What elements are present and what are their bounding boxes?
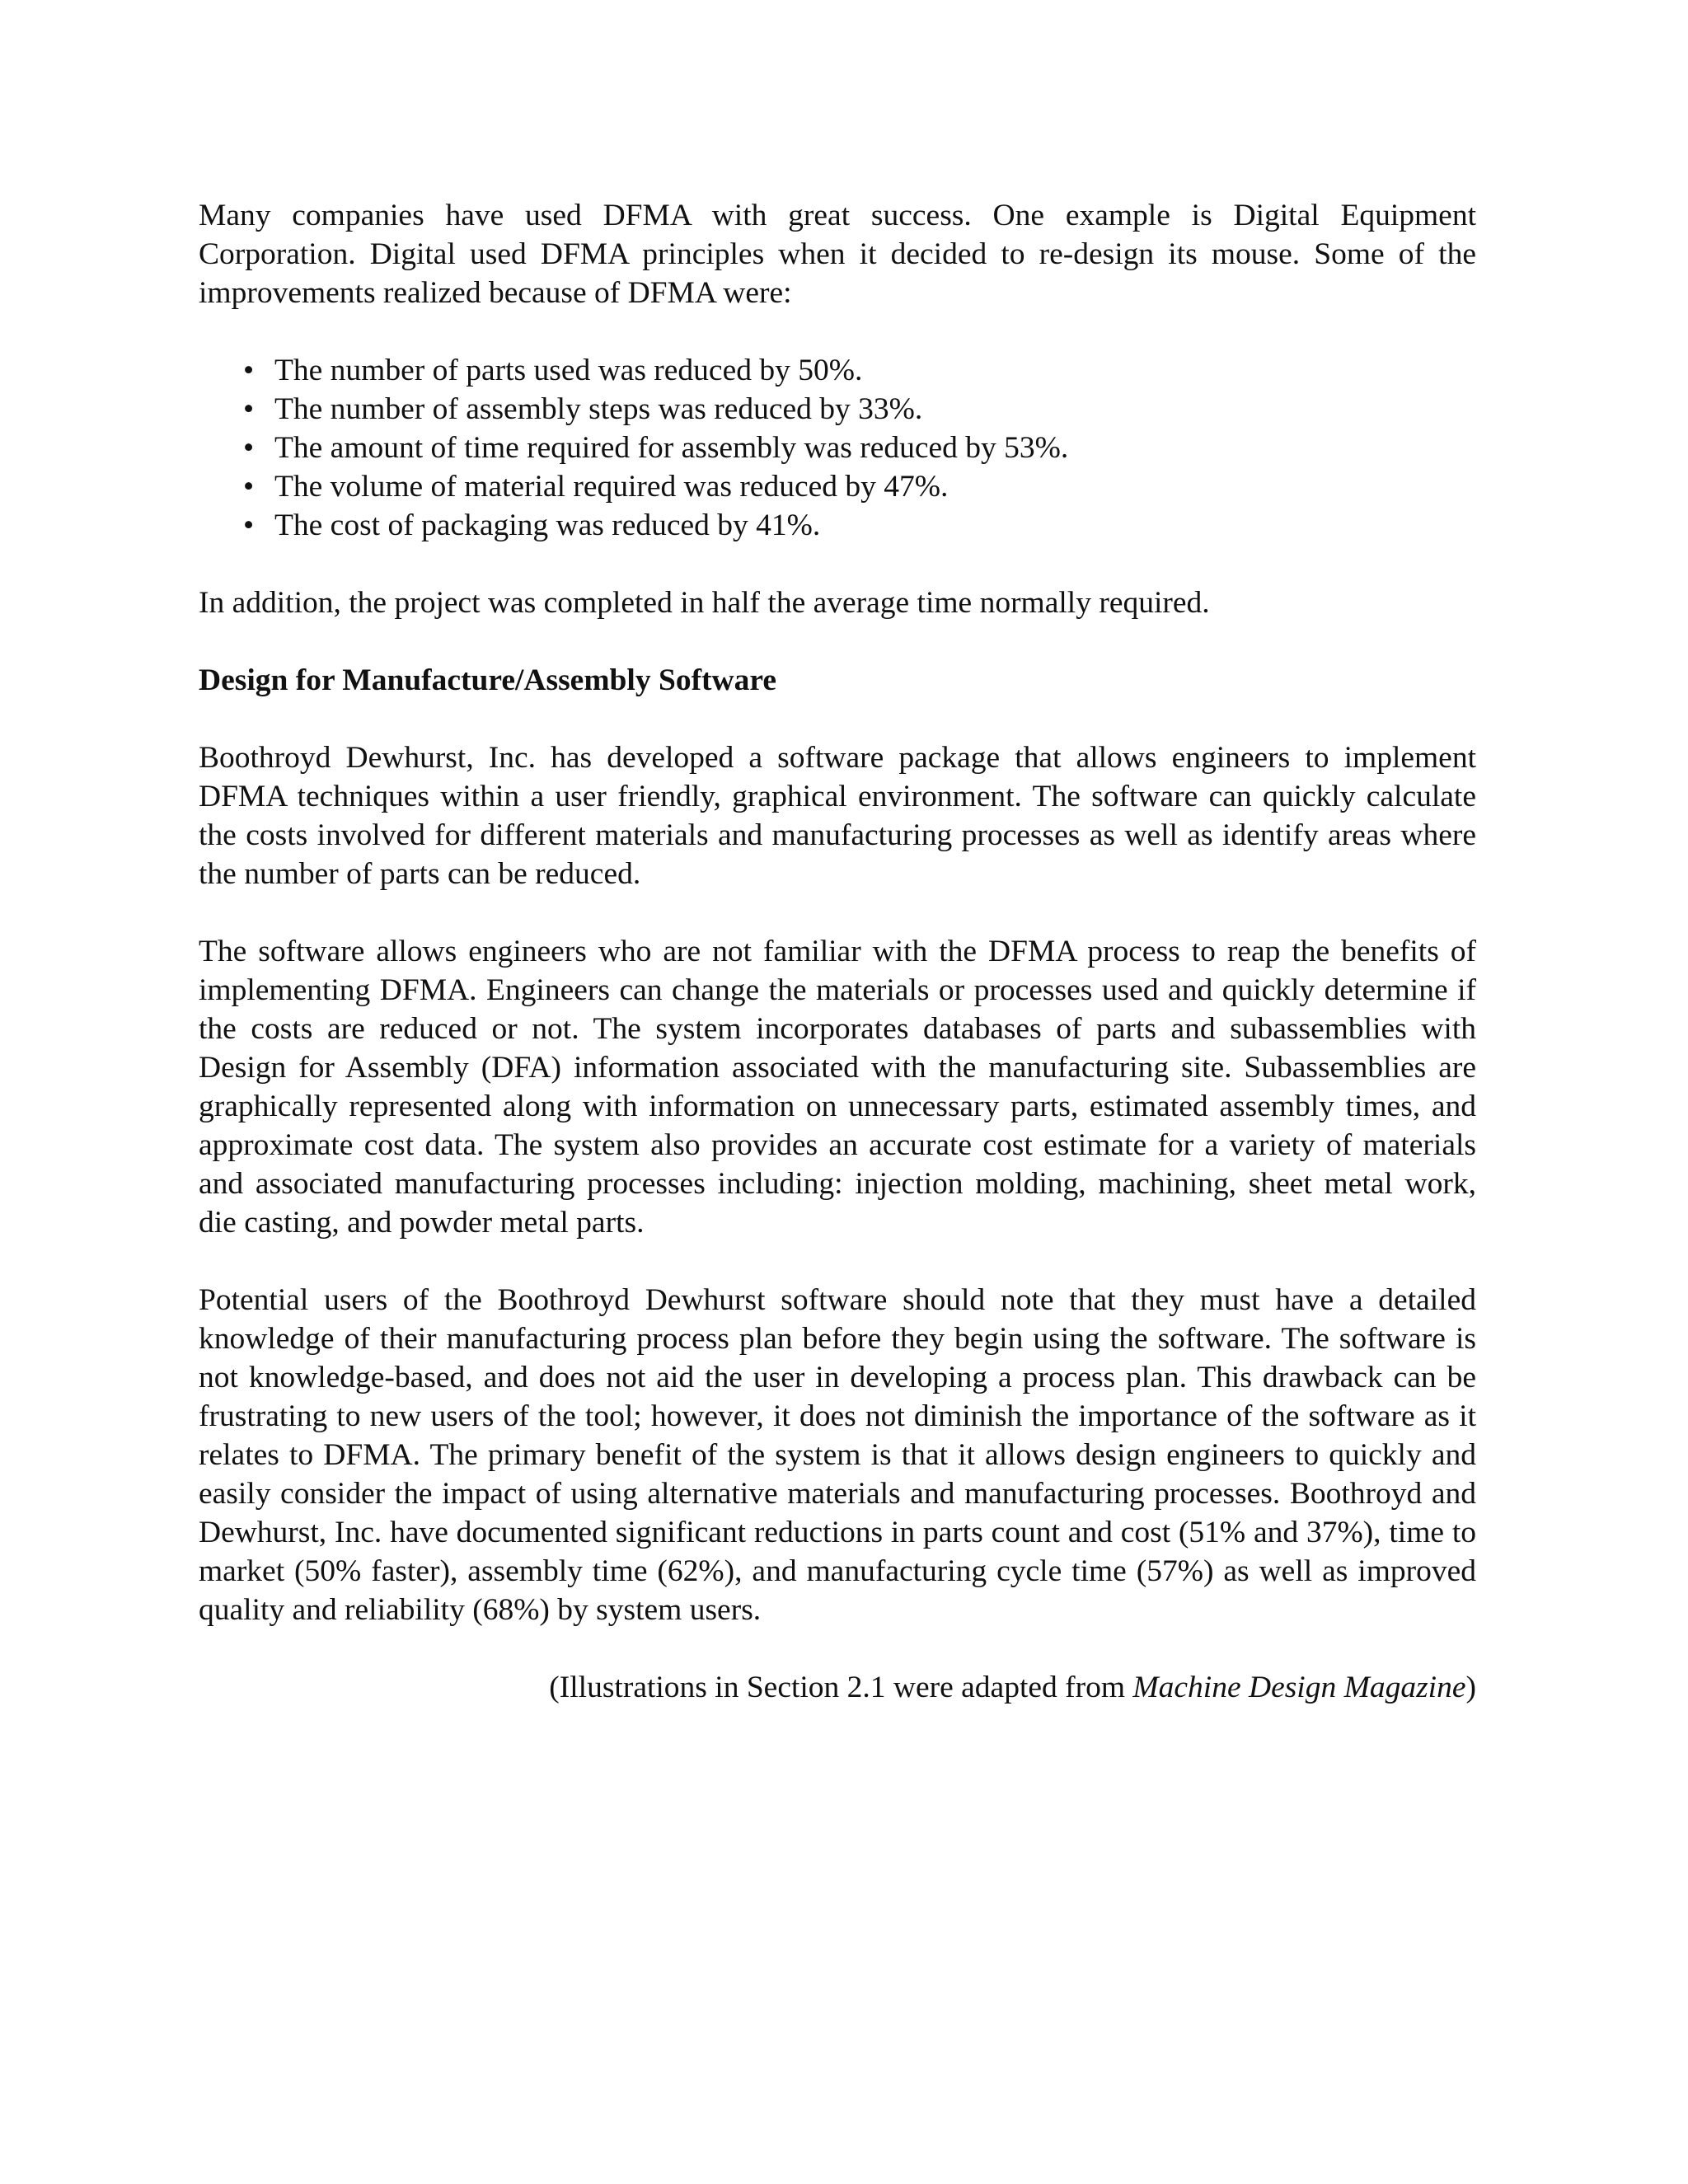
list-item: [243, 351, 1476, 390]
intro-paragraph: Many companies have used DFMA with great success. One example is Digital Equipment Corporation. Digital used DFMA principles when it decided to re-design its mouse. Some of the improvements realized because of DFMA were:: [199, 199, 1476, 310]
list-item-text: The volume of material required was reduced by 47%.: [274, 470, 949, 504]
software-users-paragraph: Potential users of the Boothroyd Dewhurst software should note that they must have a detailed knowledge of their manufacturing process plan before they begin using the software. The software is not knowledge-based, and does not aid the user in developing a process plan. This drawback can be frustrating to new users of the tool; however, it does not diminish the importance of the software as it relates to DFMA. The primary benefit of the system is that it allows design engineers to quickly and easily consider the impact of using alternative materials and manufacturing processes. Boothroyd and Dewhurst, Inc. have documented significant reductions in parts count and cost (51% and 37%), time to market (50% faster), assembly time (62%), and manufacturing cycle time (57%) as well as improved quality and reliability (68%) by system users.: [199, 1283, 1476, 1627]
addition-paragraph: In addition, the project was completed in half the average time normally required.: [199, 586, 1210, 620]
bullet-icon: •: [243, 470, 255, 504]
credit-prefix: (Illustrations in Section 2.1 were adapted from: [549, 1671, 1133, 1704]
credit-suffix: ): [1465, 1671, 1476, 1704]
list-item-text: The number of assembly steps was reduced by 33%.: [274, 392, 923, 426]
list-item-text: The number of parts used was reduced by 50%.: [274, 354, 863, 387]
document-page: [199, 196, 1476, 1707]
section-heading: Design for Manufacture/Assembly Software: [199, 663, 776, 697]
illustration-credit: [199, 1668, 1476, 1707]
credit-source: Machine Design Magazine: [1132, 1671, 1466, 1704]
list-item: [243, 429, 1476, 467]
list-item-text: The cost of packaging was reduced by 41%.: [274, 509, 821, 542]
software-overview-paragraph: Boothroyd Dewhurst, Inc. has developed a software package that allows engineers to implement DFMA techniques within a user friendly, graphical environment. The software can quickly calculate the costs involved for different materials and manufacturing processes as well as identify areas where the number of parts can be reduced.: [199, 741, 1476, 891]
bullet-icon: •: [243, 392, 255, 426]
list-item: [243, 506, 1476, 545]
improvements-list: [199, 351, 1476, 545]
software-benefits-paragraph: The software allows engineers who are not familiar with the DFMA process to reap the benefits of implementing DFMA. Engineers can change the materials or processes used and quickly determine if the costs are reduced or not. The system incorporates databases of parts and subassemblies with Design for Assembly (DFA) information associated with the manufacturing site. Subassemblies are graphically represented along with information on unnecessary parts, estimated assembly times, and approximate cost data. The system also provides an accurate cost estimate for a variety of materials and associated manufacturing processes including: injection molding, machining, sheet metal work, die casting, and powder metal parts.: [199, 935, 1476, 1240]
bullet-icon: •: [243, 509, 255, 542]
list-item: [243, 390, 1476, 429]
bullet-icon: •: [243, 354, 255, 387]
bullet-icon: •: [243, 431, 255, 465]
list-item-text: The amount of time required for assembly was reduced by 53%.: [274, 431, 1069, 465]
list-item: [243, 467, 1476, 506]
